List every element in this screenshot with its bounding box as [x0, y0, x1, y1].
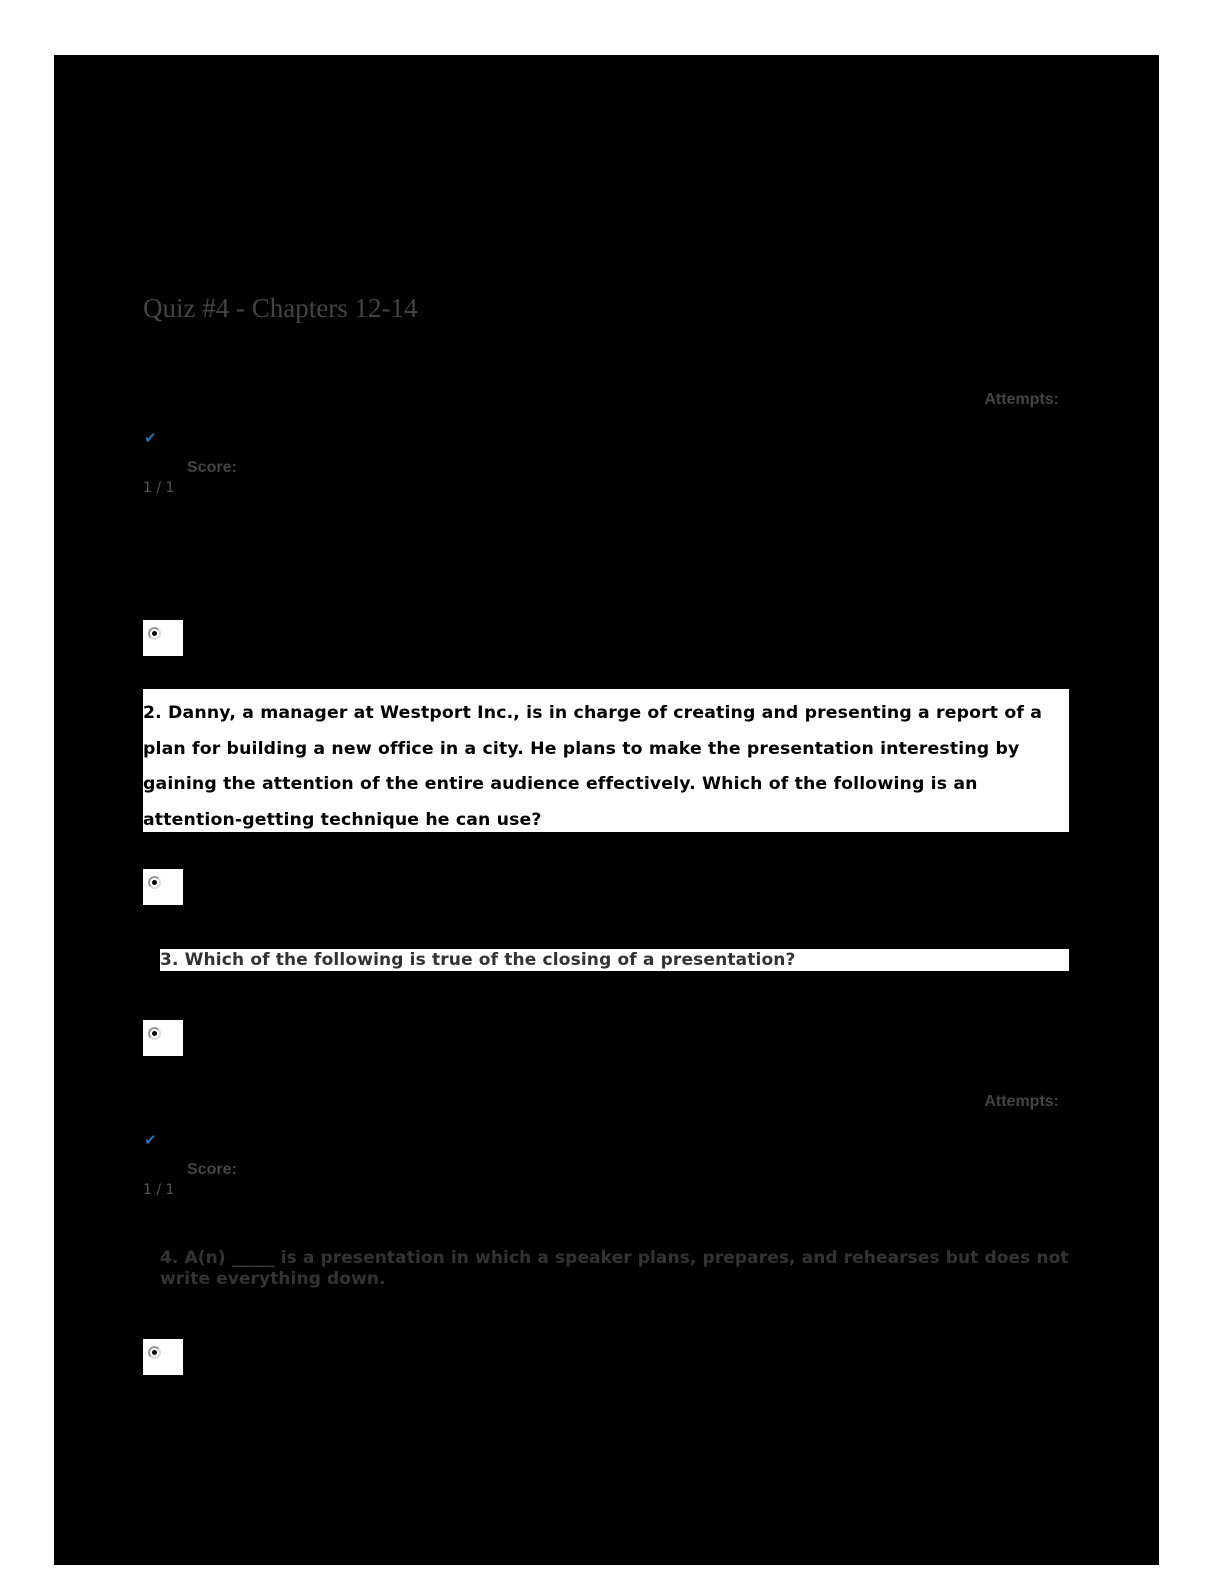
- score-value: 1 / 1: [143, 1182, 175, 1198]
- check-icon: ✔: [144, 429, 157, 447]
- attempts-label: Attempts:: [984, 391, 1059, 408]
- radio-selected-icon[interactable]: [148, 1346, 161, 1359]
- radio-selected-icon[interactable]: [148, 627, 161, 640]
- answer-radio-box[interactable]: [143, 869, 183, 905]
- question-2-text: 2. Danny, a manager at Westport Inc., is in charge of creating and presenting a report of a plan for building a new office in a city. He plans to make the presentation interesting by gaining the attention of the entire audience effectively. Which of the following is an attention-getting technique he can use?: [143, 703, 1043, 831]
- answer-radio-box[interactable]: [143, 1339, 183, 1375]
- attempts-label: Attempts:: [984, 1093, 1059, 1110]
- score-label: Score:: [187, 459, 237, 476]
- score-label: Score:: [187, 1161, 237, 1178]
- quiz-title: Quiz #4 - Chapters 12-14: [143, 293, 418, 323]
- question-4-text: 4. A(n) _____ is a presentation in which a speaker plans, prepares, and rehearses but does not write everything down.: [160, 1248, 1069, 1289]
- radio-selected-icon[interactable]: [148, 1027, 161, 1040]
- radio-selected-icon[interactable]: [148, 876, 161, 889]
- question-3-text: 3. Which of the following is true of the closing of a presentation?: [160, 950, 796, 970]
- question-2-box: [143, 689, 1069, 832]
- question-3-box: [160, 949, 1069, 971]
- score-value: 1 / 1: [143, 480, 175, 496]
- answer-radio-box[interactable]: [143, 620, 183, 656]
- check-icon: ✔: [144, 1131, 157, 1149]
- answer-radio-box[interactable]: [143, 1020, 183, 1056]
